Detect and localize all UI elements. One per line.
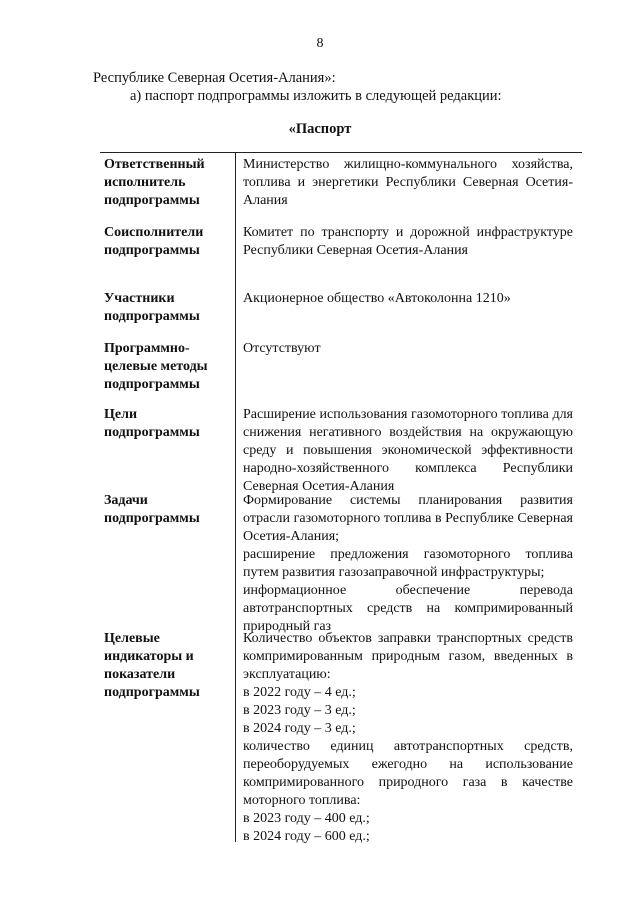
intro-line-1: Республике Северная Осетия-Алания»: (93, 70, 336, 86)
row-label: Программно- целевые методы подпрограммы (104, 341, 208, 392)
row-value: Акционерное общество «Автоколонна 1210» (243, 291, 511, 306)
row-label: Задачи подпрограммы (104, 493, 200, 526)
table-column-divider (235, 152, 236, 842)
row-value: Отсутствуют (243, 341, 321, 356)
row-value: Министерство жилищно-коммунального хозяйства, топлива и энергетики Республики Северная Осетия-Алания (243, 157, 573, 208)
passport-table (100, 152, 582, 842)
passport-title: «Паспорт (288, 121, 352, 137)
row-label: Ответственный исполнитель подпрограммы (104, 157, 205, 208)
intro-line-2: а) паспорт подпрограммы изложить в следующей редакции: (130, 88, 502, 104)
page-number: 8 (316, 36, 324, 51)
table-top-rule (100, 152, 582, 153)
row-value: Формирование системы планирования развития отрасли газомоторного топлива в Республике Северная Осетия-Алания; расширение предложения газомоторного топлива путем развития газозаправочной инфраструктуры; информационное обеспечение перевода автотранспортных средств на компримированный природный газ (243, 493, 573, 634)
row-value: Комитет по транспорту и дорожной инфраструктуре Республики Северная Осетия-Алания (243, 225, 573, 258)
row-label: Соисполнители подпрограммы (104, 225, 204, 258)
row-label: Целевые индикаторы и показатели подпрограммы (104, 631, 200, 700)
row-value: Количество объектов заправки транспортных средств компримированным природным газом, введенных в эксплуатацию: в 2022 году – 4 ед.; в 2023 году – 3 ед.; в 2024 году – 3 ед.; количество единиц автотранспортных средств, переоборудуемых ежегодно на использование компримированного природного газа в качестве моторного топлива: в 2023 году – 400 ед.; в 2024 году – 600 ед.; (243, 631, 573, 844)
row-label: Цели подпрограммы (104, 407, 200, 440)
row-label: Участники подпрограммы (104, 291, 200, 324)
row-value: Расширение использования газомоторного топлива для снижения негативного воздействия на окружающую среду и повышения экономической эффективности народно-хозяйственного комплекса Республики Северная Осетия-Алания (243, 407, 573, 494)
